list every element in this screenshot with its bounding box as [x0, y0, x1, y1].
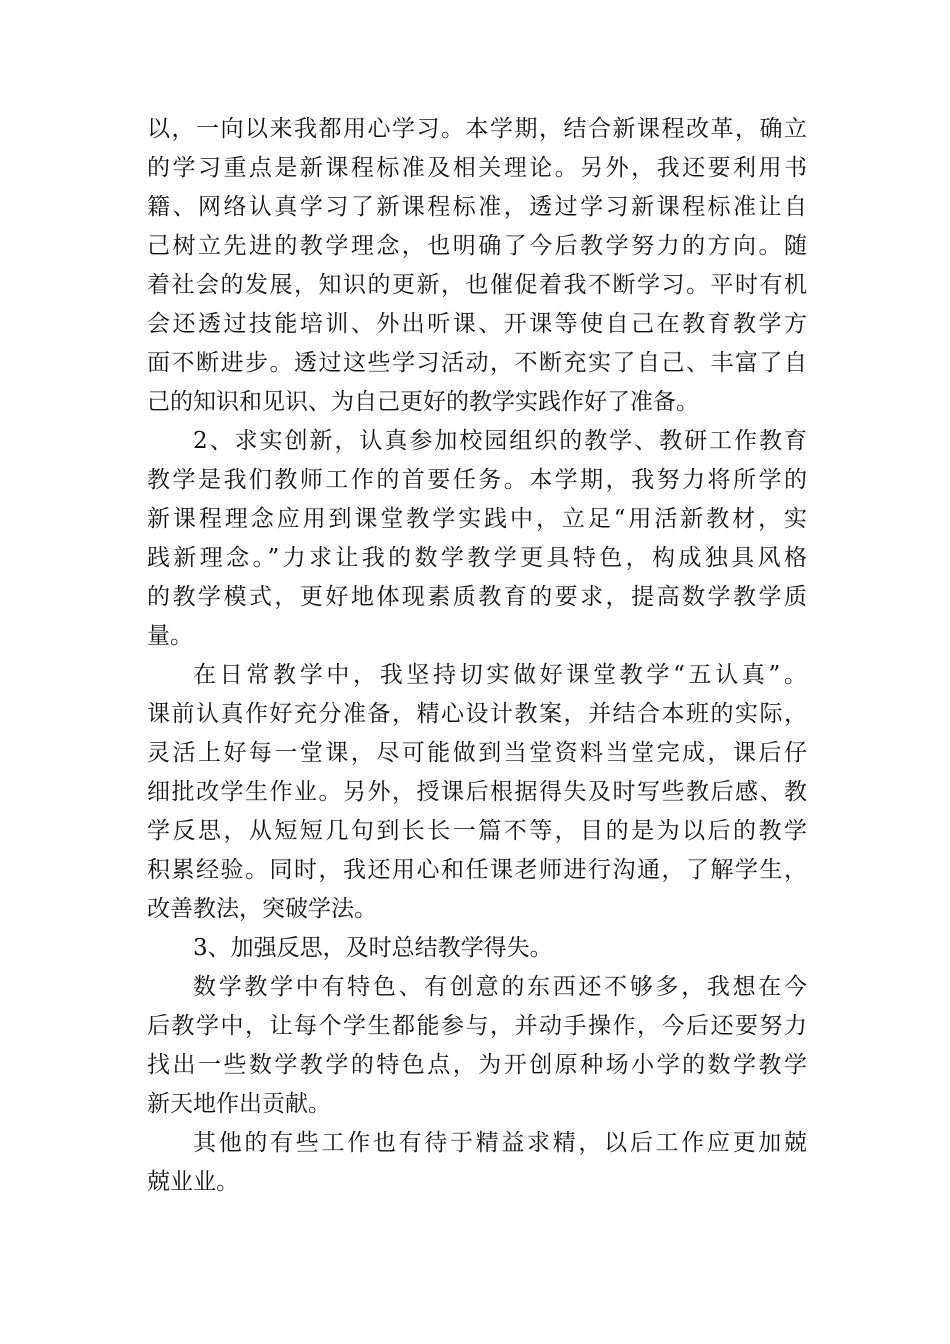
paragraph-line: 的学习重点是新课程标准及相关理论。另外，我还要利用书 [147, 155, 807, 181]
paragraph-line: 籍、网络认真学习了新课程标准，透过学习新课程标准让自 [147, 194, 807, 220]
paragraph-line: 教学是我们教师工作的首要任务。本学期，我努力将所学的 [147, 467, 807, 493]
paragraph-first-line: 在日常教学中，我坚持切实做好课堂教学“五认真”。 [193, 662, 807, 688]
paragraph-line: 后教学中，让每个学生都能参与，并动手操作，今后还要努力 [147, 1013, 807, 1039]
paragraph-line: 践新理念。”力求让我的数学教学更具特色，构成独具风格 [147, 545, 807, 571]
document-body [147, 110, 807, 1202]
paragraph-line: 会还透过技能培训、外出听课、开课等使自己在教育教学方 [147, 311, 807, 337]
paragraph-line: 兢业业。 [147, 1169, 239, 1195]
paragraph-line: 细批改学生作业。另外，授课后根据得失及时写些教后感、教 [147, 779, 807, 805]
paragraph-line: 着社会的发展，知识的更新，也催促着我不断学习。平时有机 [147, 272, 807, 298]
paragraph-first-line: 数学教学中有特色、有创意的东西还不够多，我想在今 [193, 974, 807, 1000]
paragraph-line: 新天地作出贡献。 [147, 1091, 331, 1117]
paragraph-line: 以，一向以来我都用心学习。本学期，结合新课程改革，确立 [147, 116, 807, 142]
paragraph-line: 找出一些数学教学的特色点，为开创原种场小学的数学教学 [147, 1052, 807, 1078]
paragraph-line: 己的知识和见识、为自己更好的教学实践作好了准备。 [147, 389, 699, 415]
paragraph-line: 面不断进步。透过这些学习活动，不断充实了自己、丰富了自 [147, 350, 807, 376]
paragraph-line: 己树立先进的教学理念，也明确了今后教学努力的方向。随 [147, 233, 807, 259]
paragraph-first-line: 2、求实创新，认真参加校园组织的教学、教研工作教育 [193, 428, 807, 454]
paragraph-first-line: 其他的有些工作也有待于精益求精，以后工作应更加兢 [193, 1130, 807, 1156]
paragraph-line: 的教学模式，更好地体现素质教育的要求，提高数学教学质 [147, 584, 807, 610]
paragraph-line: 课前认真作好充分准备，精心设计教案，并结合本班的实际， [147, 701, 807, 727]
paragraph-line: 学反思，从短短几句到长长一篇不等，目的是为以后的教学 [147, 818, 807, 844]
paragraph-line: 灵活上好每一堂课，尽可能做到当堂资料当堂完成，课后仔 [147, 740, 807, 766]
paragraph-line: 新课程理念应用到课堂教学实践中，立足“用活新教材，实 [147, 506, 807, 532]
paragraph-line: 量。 [147, 623, 193, 649]
paragraph-line: 改善教法，突破学法。 [147, 896, 377, 922]
paragraph-line: 积累经验。同时，我还用心和任课老师进行沟通，了解学生， [147, 857, 807, 883]
paragraph-first-line: 3、加强反思，及时总结教学得失。 [193, 935, 553, 961]
